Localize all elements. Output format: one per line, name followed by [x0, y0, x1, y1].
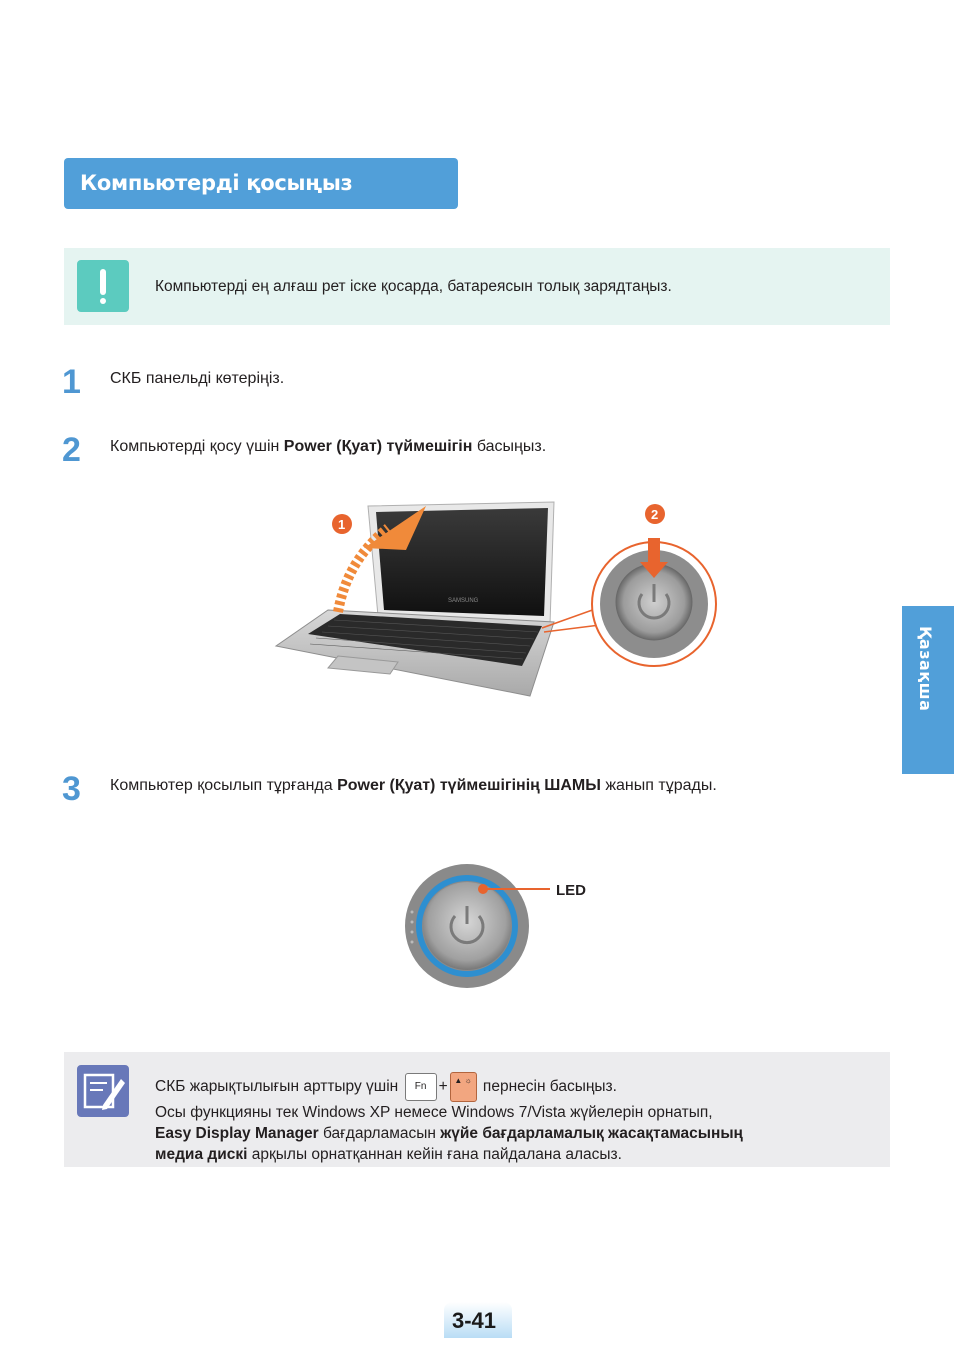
section-title-bar: [64, 158, 458, 209]
led-label: LED: [556, 882, 586, 899]
brightness-key-icon: ▲ ☼: [450, 1072, 477, 1102]
note-line-1: СКБ жарықтылығын арттыру үшін Fn + ▲ ☼ пернесін басыңыз.: [155, 1072, 880, 1102]
pencil-note-icon: [77, 1065, 129, 1117]
callout-2: 2: [651, 507, 659, 522]
laptop-figure: [268, 498, 723, 724]
note-line-4: медиа дискі арқылы орнатқаннан кейін ғана пайдалана аласыз.: [155, 1146, 622, 1163]
brand-label: SAMSUNG: [448, 598, 479, 604]
language-side-tab[interactable]: [902, 606, 954, 774]
step-text-3: Компьютер қосылып тұрғанда Power (Қуат) түймешігінің ШАМЫ жанып тұрады.: [110, 777, 717, 794]
callout-1: 1: [338, 517, 346, 532]
step-text-1: СКБ панельді көтеріңіз.: [110, 370, 285, 387]
power-led-figure: [404, 862, 604, 992]
warning-box: [64, 248, 890, 325]
section-title: Компьютерді қосыңыз: [80, 171, 353, 195]
page-number: 3-41: [452, 1308, 497, 1333]
page-number-tab: [444, 1302, 512, 1338]
step-number-2: 2: [62, 431, 80, 469]
note-line-2: Осы функцияны тек Windows XP немесе Windows 7/Vista жүйелерін орнатып,: [155, 1104, 713, 1121]
note-line-3: Easy Display Manager бағдарламасын жүйе бағдарламалық жасақтамасының: [155, 1125, 743, 1142]
step-number-3: 3: [62, 770, 80, 808]
fn-key-icon: Fn: [405, 1073, 437, 1101]
step-text-2: Компьютерді қосу үшін Power (Қуат) түймешігін басыңыз.: [110, 438, 547, 455]
language-tab-label: Қазақша: [916, 626, 935, 712]
note-box: [64, 1052, 890, 1167]
step-number-1: 1: [62, 363, 80, 401]
warning-text: Компьютерді ең алғаш рет іске қосарда, батареясын толық зарядтаңыз.: [155, 278, 672, 295]
exclamation-icon: [77, 260, 129, 312]
